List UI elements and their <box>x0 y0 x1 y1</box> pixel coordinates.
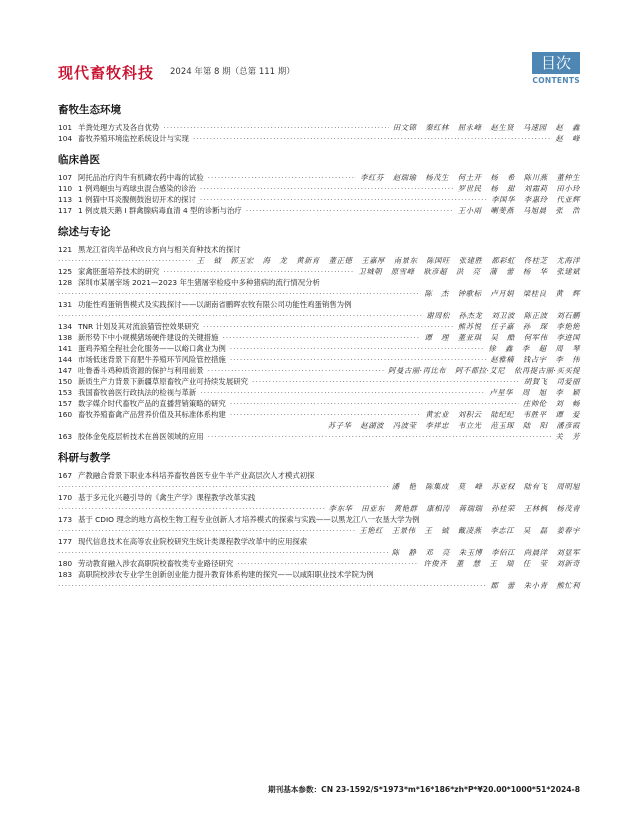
article-title: 1 例猫中耳炎腹侧鼓泡切开术的探讨 <box>78 195 196 204</box>
article-title: 新形势下中小规模猪场硬件建设的关键措施 <box>78 333 219 342</box>
page-number: 153 <box>58 388 73 397</box>
toc-entry[interactable] <box>58 354 580 365</box>
article-title: 产教融合背景下职业本科培养畜牧兽医专业牛羊产业高层次人才模式初探 <box>78 471 315 480</box>
article-authors: 王 钺 郭玉宏 海 龙 黄新育 董正德 王嘉厚 南景东 陈国旺 张建胜 都彩虹 佟桂芝 尤海洋 <box>196 256 580 265</box>
page-number: 117 <box>58 206 73 215</box>
article-authors: 苏子华 赵湖波 冯波莹 李祥忠 韦立光 范玉琛 陆 阳 潘彦霞 <box>327 421 580 430</box>
leader-dots <box>163 122 388 133</box>
toc-entry[interactable] <box>58 387 580 398</box>
page-number: 141 <box>58 344 73 353</box>
leader-dots <box>208 172 357 183</box>
page-number: 110 <box>58 184 73 193</box>
toc-entry[interactable] <box>58 194 580 205</box>
toc-entry[interactable] <box>58 332 580 343</box>
toc-section <box>58 216 580 442</box>
toc-section <box>58 144 580 216</box>
journal-brand: 现代畜牧科技 <box>58 64 155 82</box>
article-title: 基于 CDIO 理念的地方高校生物工程专业创新人才培养模式的探索与实践——以黑龙江八一农垦大学为例 <box>78 515 420 524</box>
section-title: 科研与教学 <box>58 452 111 464</box>
page-number: 131 <box>58 300 73 309</box>
leader-dots <box>208 365 384 376</box>
page-number: 125 <box>58 267 73 276</box>
leader-dots <box>246 205 454 216</box>
page-number: 157 <box>58 399 73 408</box>
page-number: 150 <box>58 377 73 386</box>
article-authors: 黄宏业 刘积云 陆纪纪 韦胜平 谭 爱 <box>425 410 580 419</box>
toc-entry[interactable] <box>58 343 580 354</box>
article-title: 新质生产力背景下新疆草原畜牧产业可持续发展研究 <box>78 377 248 386</box>
leader-dots <box>58 288 420 299</box>
page-number: 160 <box>58 410 73 419</box>
toc-entry[interactable] <box>58 266 580 277</box>
toc-entry[interactable] <box>58 536 580 558</box>
page-number: 138 <box>58 333 73 342</box>
toc-entry[interactable] <box>58 244 580 266</box>
page-number: 101 <box>58 123 73 132</box>
article-authors: 罗世民 杨 甜 刘霜莉 田小玲 <box>457 184 580 193</box>
article-authors: 赵雅楠 钱占宇 李 伟 <box>490 355 580 364</box>
article-title: 1 例皮晨天鹅 I 群禽腺病毒血清 4 型的诊断与治疗 <box>78 206 242 215</box>
article-authors: 许俊齐 董 慧 王 瑞 任 莹 刘新奇 <box>423 559 580 568</box>
article-authors: 郡 蕾 朱小青 熊忙利 <box>490 581 580 590</box>
article-authors: 阿曼古丽·再比布 阿不都拉·艾尼 依再提古丽·买买提 <box>388 366 580 375</box>
article-title: 家禽胚蛋培养技术的研究 <box>78 267 160 276</box>
toc-entry[interactable] <box>58 431 580 442</box>
leader-dots <box>237 558 419 569</box>
leader-dots <box>230 398 519 409</box>
article-authors: 熊苏悦 任子嘉 孙 琛 李艳艳 <box>457 322 580 331</box>
article-authors: 赵 峰 <box>555 134 580 143</box>
leader-dots <box>230 343 485 354</box>
page-number: 173 <box>58 515 73 524</box>
article-authors: 卫城朝 原雪峰 耿彦超 洪 亮 蒲 蕾 杨 华 张建斌 <box>358 267 580 276</box>
leader-dots <box>58 310 422 321</box>
article-title: 深圳市某屠宰场 2021—2023 年生猪屠宰检疫中多种猪病的流行情况分析 <box>78 278 320 287</box>
article-title: 市场低迷背景下育肥牛养殖环节风险管控措施 <box>78 355 226 364</box>
leader-dots <box>222 332 420 343</box>
article-title: 1 例鸡蛔虫与鸡球虫混合感染的诊治 <box>78 184 196 193</box>
toc-entry[interactable] <box>58 398 580 409</box>
leader-dots <box>58 255 193 266</box>
article-authors: 王小雨 喇斐燕 马旭晨 张 浩 <box>457 206 580 215</box>
article-title: 劳动教育融入涉农高职院校畜牧类专业路径研究 <box>78 559 234 568</box>
page-number: 167 <box>58 471 73 480</box>
page-number: 121 <box>58 245 73 254</box>
article-authors: 胡賀飞 司爱丽 <box>523 377 580 386</box>
page-number: 144 <box>58 355 73 364</box>
leader-dots <box>58 547 388 558</box>
article-authors: 徐 鑫 李 超 周 琴 <box>488 344 580 353</box>
toc-section <box>58 102 580 144</box>
toc-entry[interactable] <box>58 321 580 332</box>
page-number: 170 <box>58 493 73 502</box>
article-title: 吐鲁番斗鸡种质资源的保护与利用前景 <box>78 366 204 375</box>
article-title: 基于多元化兴趣引导的《禽生产学》课程教学改革实践 <box>78 493 256 502</box>
contents-label-en: CONTENTS <box>532 76 580 85</box>
toc-entry[interactable] <box>58 492 580 514</box>
page-header <box>58 54 580 88</box>
article-authors: 李国华 李惠玲 代亚辉 <box>491 195 580 204</box>
article-title: 数字媒介时代畜牧产品的直播营销策略的研究 <box>78 399 226 408</box>
article-authors: 李东华 田亚东 黄艳群 康相涛 蒋瑞瑞 孙桂荣 王林枫 杨茂青 <box>328 504 580 513</box>
leader-dots <box>193 133 551 144</box>
article-authors: 潘 艳 陈集成 莫 峰 苏亚权 陆有飞 周明旭 <box>391 482 580 491</box>
toc-section <box>58 442 580 591</box>
journal-parameters: 期刊基本参数：CN 23-1592/S*1973*m*16*186*zh*P*¥20.00*1000*51*2024-8 <box>268 785 580 794</box>
article-authors: 田文锦 秦红林 屈永峰 赵生贤 马速园 赵 鑫 <box>392 123 580 132</box>
toc-entry[interactable] <box>58 365 580 376</box>
article-title: 阿托品治疗肉牛有机磷农药中毒的试验 <box>78 173 204 182</box>
toc-entry[interactable] <box>58 205 580 216</box>
page-number: 113 <box>58 195 73 204</box>
article-authors: 谢周松 孙杰龙 刘卫波 陈正波 刘石鹏 <box>426 311 580 320</box>
table-of-contents <box>58 100 580 591</box>
article-authors: 王艳红 王景伟 王 钺 戴凌燕 李志江 吴 磊 姜春宇 <box>359 526 580 535</box>
page-number: 107 <box>58 173 73 182</box>
article-title: TNR 计划及其对流浪猫管控效果研究 <box>78 322 199 331</box>
toc-entry[interactable] <box>58 133 580 144</box>
article-authors: 关 芳 <box>555 432 580 441</box>
leader-dots <box>203 321 454 332</box>
article-authors: 庄帅伦 刘 畅 <box>522 399 580 408</box>
article-authors: 谭 理 董亚琪 吴 酷 何军伟 李进国 <box>424 333 580 342</box>
toc-entry[interactable] <box>58 122 580 133</box>
page-number: 177 <box>58 537 73 546</box>
issue-info: 2024 年第 8 期（总第 111 期） <box>170 67 295 77</box>
leader-dots <box>58 481 388 492</box>
page-number: 134 <box>58 322 73 331</box>
toc-entry[interactable] <box>58 376 580 387</box>
section-title: 临床兽医 <box>58 154 100 166</box>
toc-entry[interactable] <box>58 299 580 321</box>
leader-dots <box>230 354 486 365</box>
toc-entry[interactable] <box>58 569 580 591</box>
article-title: 蛋鸡养殖全程社会化服务——以峪口禽业为例 <box>78 344 226 353</box>
article-authors: 李红芬 赵瑞瑜 杨茂生 何土开 杨 希 陈川燕 董仲生 <box>360 173 580 182</box>
article-title: 高职院校涉农专业学生创新创业能力提升教育体系构建的探究——以咸阳职业技术学院为例 <box>78 570 374 579</box>
article-authors: 陈 静 邓 亮 朱玉博 李佰江 尚晨洋 刘显军 <box>391 548 580 557</box>
leader-dots <box>200 194 487 205</box>
leader-dots <box>58 580 486 591</box>
article-authors: 陈 杰 钟歌标 卢月娟 梁桂良 黄 辉 <box>424 289 580 298</box>
leader-dots <box>200 387 485 398</box>
article-title: 黑龙江省肉羊品种改良方向与相关育种技术的探讨 <box>78 245 241 254</box>
toc-entry[interactable] <box>58 277 580 299</box>
page-number: 180 <box>58 559 73 568</box>
toc-entry[interactable] <box>58 409 580 431</box>
page-number: 104 <box>58 134 73 143</box>
toc-entry[interactable] <box>58 172 580 183</box>
article-title: 功能性鸡蛋销售模式及实践探讨——以湖南省鹏晖农牧有限公司功能性鸡蛋销售为例 <box>78 300 352 309</box>
page-number: 147 <box>58 366 73 375</box>
article-title: 羊粪处理方式及各自优势 <box>78 123 160 132</box>
leader-dots <box>208 431 552 442</box>
article-title: 我国畜牧兽医行政执法的检视与革新 <box>78 388 197 397</box>
leader-dots <box>230 409 421 420</box>
contents-badge: 目次 <box>532 52 580 74</box>
page-number: 183 <box>58 570 73 579</box>
leader-dots <box>58 503 325 514</box>
article-title: 胶体金免疫层析技术在兽医领域的应用 <box>78 432 204 441</box>
section-title: 畜牧生态环境 <box>58 104 121 116</box>
leader-dots <box>58 525 355 536</box>
page-number: 163 <box>58 432 73 441</box>
toc-entry[interactable] <box>58 558 580 569</box>
section-title: 综述与专论 <box>58 226 111 238</box>
toc-entry[interactable] <box>58 183 580 194</box>
leader-dots <box>200 183 454 194</box>
article-title: 现代信息技术在高等农业院校研究生统计类课程教学改革中的应用探索 <box>78 537 308 546</box>
toc-entry[interactable] <box>58 514 580 536</box>
article-authors: 卢星华 周 旭 李 颖 <box>489 388 580 397</box>
page-number: 128 <box>58 278 73 287</box>
article-title: 畜牧养殖环境监控系统设计与实现 <box>78 134 189 143</box>
leader-dots <box>252 376 520 387</box>
toc-entry[interactable] <box>58 470 580 492</box>
article-title: 畜牧养殖畜禽产品营养价值及其标准体系构建 <box>78 410 226 419</box>
leader-dots <box>163 266 354 277</box>
